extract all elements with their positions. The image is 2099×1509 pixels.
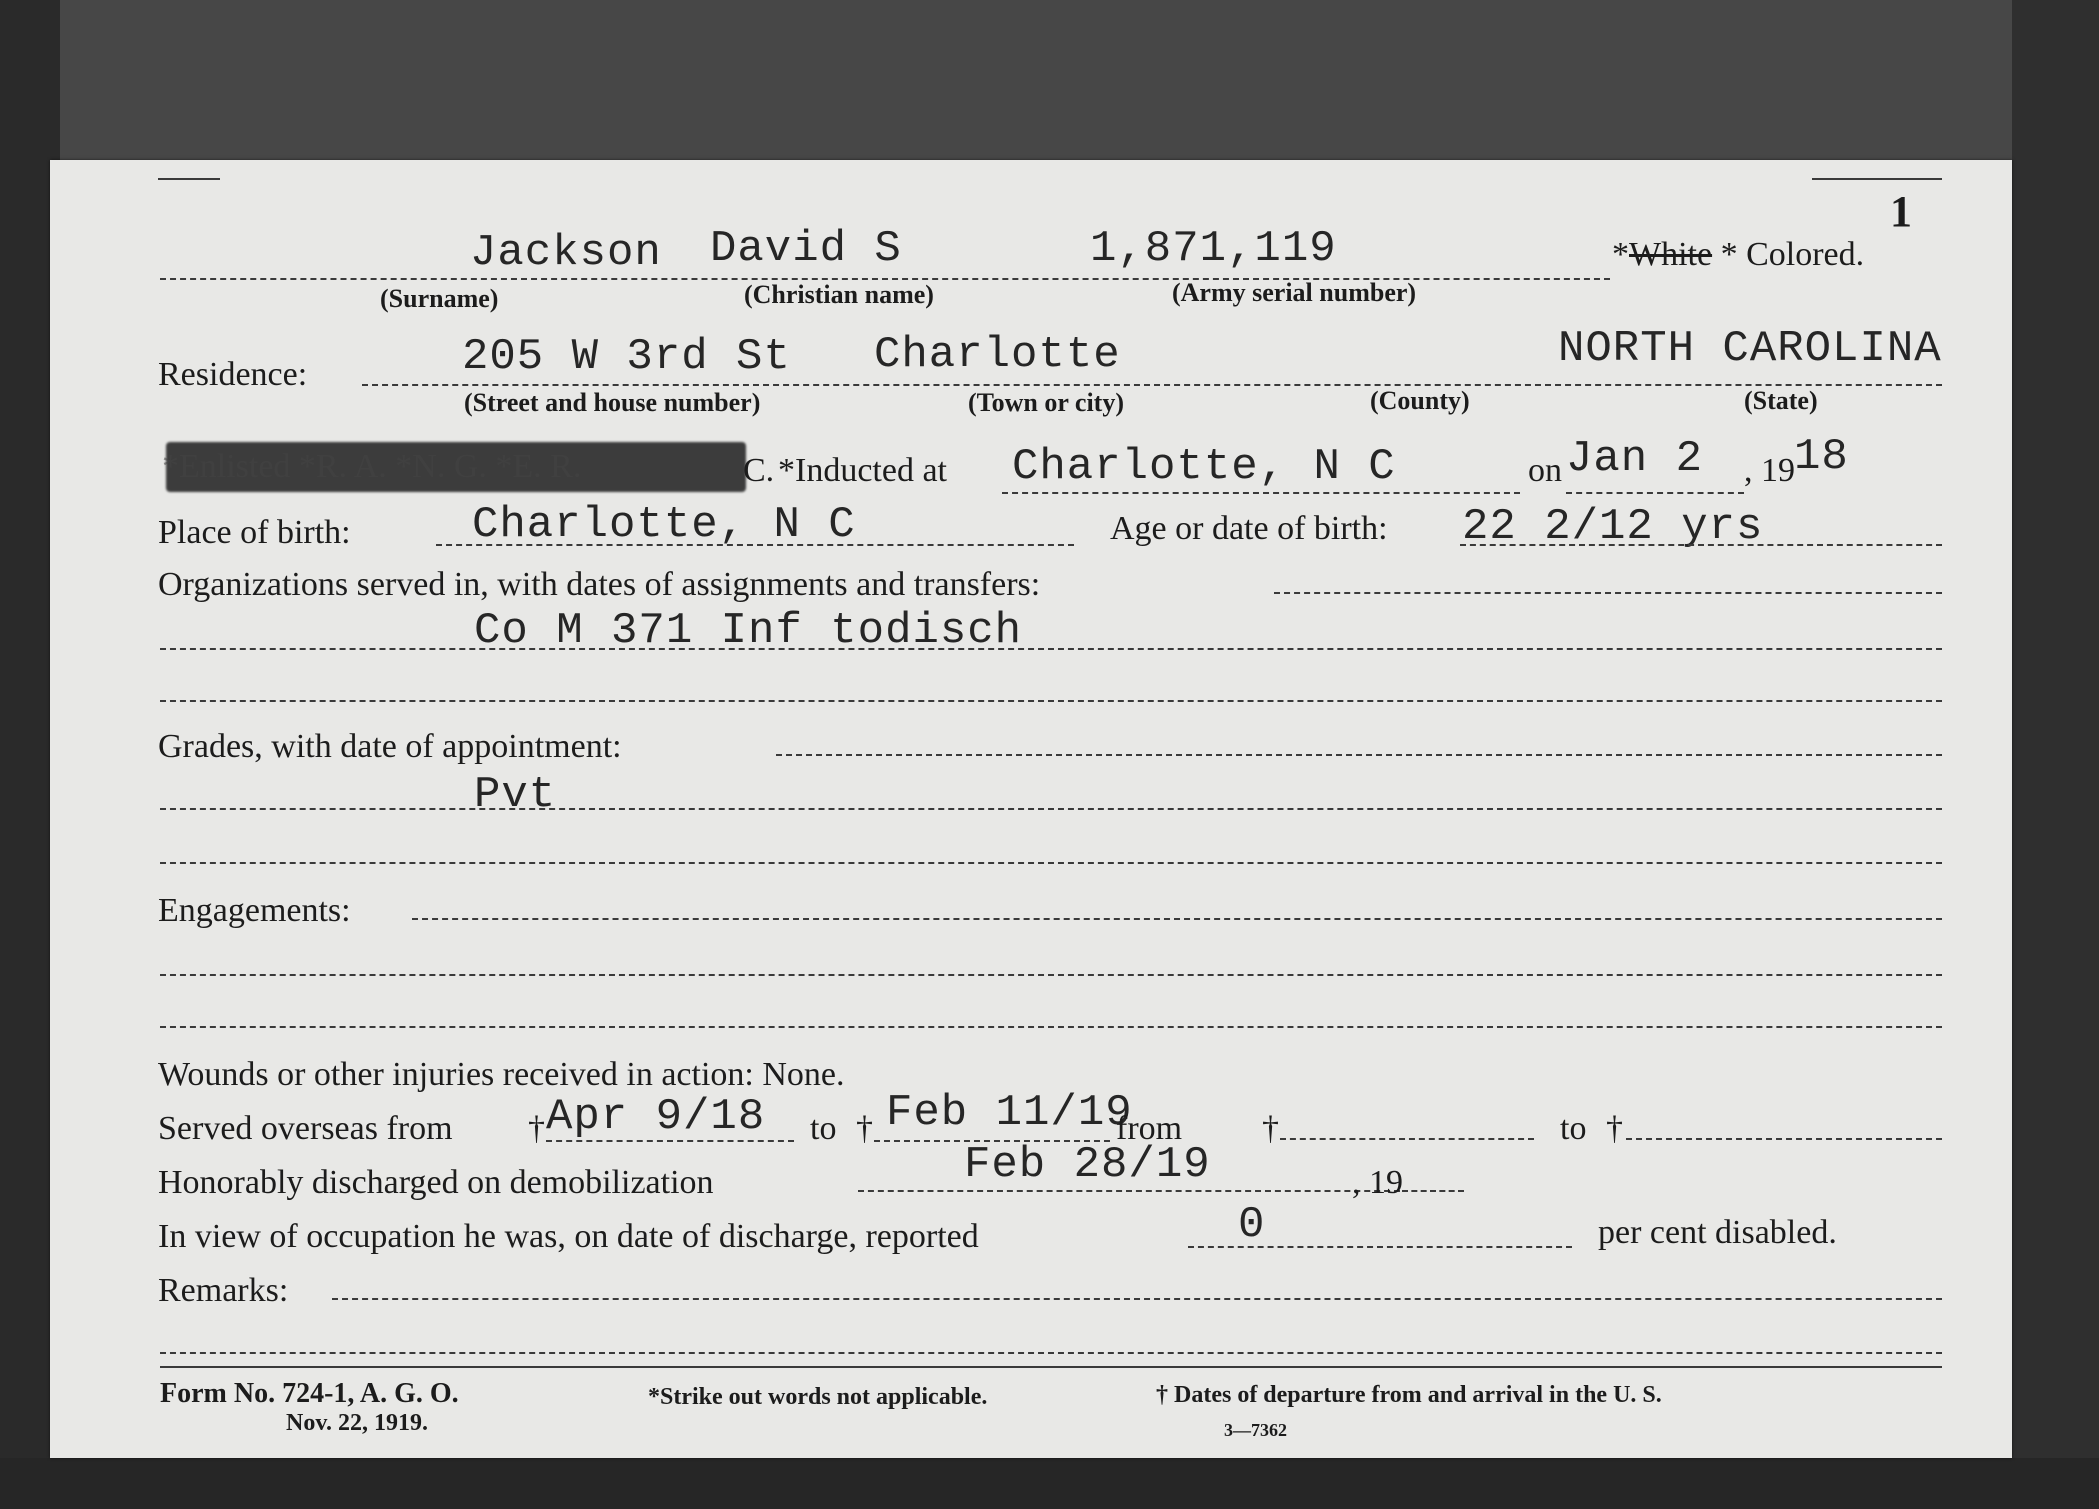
overseas-dagger-4: † (1606, 1110, 1623, 1147)
overseas-from-value: Apr 9/18 (546, 1092, 766, 1142)
card-number: 1 (1890, 187, 1912, 236)
overseas-from-label-2: from (1116, 1110, 1183, 1147)
discharge-line (858, 1190, 1400, 1192)
engagements-line-1 (412, 918, 1942, 920)
overseas-dagger-2: † (856, 1110, 873, 1147)
remarks-line-1 (332, 1298, 1942, 1300)
c-suffix: C. (743, 452, 775, 489)
organizations-value: Co M 371 Inf todisch (474, 606, 1023, 656)
overseas-dagger-1: † (528, 1110, 545, 1147)
discharge-date-value: Feb 28/19 (964, 1140, 1211, 1190)
top-left-rule (158, 178, 220, 180)
remarks-label: Remarks: (158, 1272, 289, 1309)
white-star: * (1612, 236, 1629, 273)
county-caption: (County) (1370, 386, 1470, 415)
grades-line-1 (776, 754, 1942, 756)
remarks-line-2 (160, 1352, 1942, 1354)
grades-value: Pvt (474, 770, 557, 820)
overseas-label: Served overseas from (158, 1110, 453, 1147)
grades-label: Grades, with date of appointment: (158, 728, 622, 765)
footer-rule (160, 1366, 1942, 1368)
induction-date-line (1566, 492, 1744, 494)
on-label: on (1528, 452, 1562, 489)
disability-label: In view of occupation he was, on date of discharge, reported (158, 1218, 979, 1255)
form-date: Nov. 22, 1919. (286, 1410, 429, 1436)
overseas-from-line-2 (1280, 1138, 1534, 1140)
overseas-to-label-2: to (1560, 1110, 1587, 1147)
street-value: 205 W 3rd St (462, 332, 791, 382)
engagements-line-2 (160, 974, 1942, 976)
overseas-dagger-3: † (1262, 1110, 1279, 1147)
dagger-note: † Dates of departure from and arrival in the U. S. (1156, 1382, 1662, 1408)
overseas-to-value: Feb 11/19 (886, 1088, 1133, 1138)
organizations-line-2 (160, 648, 1942, 650)
organizations-line-3 (160, 700, 1942, 702)
disability-suffix: per cent disabled. (1598, 1214, 1837, 1251)
background-bottom (0, 1458, 2099, 1509)
white-option: White (1629, 236, 1713, 273)
age-label: Age or date of birth: (1110, 510, 1388, 547)
surname-caption: (Surname) (380, 284, 499, 313)
colored-option: * Colored. (1720, 236, 1865, 273)
grades-line-3 (160, 862, 1942, 864)
christian-name-value: David S (710, 224, 902, 274)
form-number: Form No. 724-1, A. G. O. (160, 1378, 459, 1409)
overseas-to-line-2 (1626, 1138, 1942, 1140)
engagements-label: Engagements: (158, 892, 351, 929)
grades-line-2 (160, 808, 1942, 810)
place-of-birth-line (436, 544, 1074, 546)
age-value: 22 2/12 yrs (1462, 502, 1764, 552)
street-caption: (Street and house number) (464, 388, 761, 417)
print-code: 3—7362 (1224, 1420, 1287, 1440)
inducted-at-label: *Inducted at (778, 452, 947, 489)
inducted-at-value: Charlotte, N C (1012, 442, 1396, 492)
year-prefix: , 19 (1744, 452, 1795, 489)
engagements-line-3 (160, 1026, 1942, 1028)
age-line (1460, 544, 1942, 546)
top-right-rule (1812, 178, 1942, 180)
state-caption: (State) (1744, 386, 1818, 415)
discharge-label: Honorably discharged on demobilization (158, 1164, 714, 1201)
disability-line (1188, 1246, 1572, 1248)
town-caption: (Town or city) (968, 388, 1124, 417)
place-of-birth-value: Charlotte, N C (472, 500, 856, 550)
background-right (2012, 0, 2099, 1509)
organizations-line-1 (1274, 592, 1942, 594)
discharge-year-prefix: , 19 (1352, 1164, 1403, 1201)
serial-caption: (Army serial number) (1172, 278, 1417, 307)
strike-note: *Strike out words not applicable. (648, 1384, 988, 1410)
service-record-card (50, 160, 2012, 1458)
town-value: Charlotte (874, 330, 1121, 380)
wounds-label: Wounds or other injuries received in action: None. (158, 1056, 845, 1093)
state-value: NORTH CAROLINA (1558, 324, 1942, 374)
organizations-label: Organizations served in, with dates of assignments and transfers: (158, 566, 1041, 603)
background-top (0, 0, 2099, 160)
discharge-year-line (1402, 1190, 1464, 1192)
induction-date-value: Jan 2 (1566, 434, 1704, 484)
surname-value: Jackson (470, 228, 662, 278)
disability-value: 0 (1238, 1200, 1266, 1250)
induction-year-value: 18 (1794, 432, 1849, 482)
race-options (1612, 236, 1864, 274)
overseas-from-line (546, 1140, 794, 1142)
inducted-at-line (1002, 492, 1520, 494)
serial-number-value: 1,871,119 (1090, 224, 1337, 274)
place-of-birth-label: Place of birth: (158, 514, 351, 551)
overseas-to-label: to (810, 1110, 837, 1147)
residence-line (362, 384, 1942, 386)
struck-enlistment-options: *Enlisted *R. A. *N. G. *E. R. (162, 448, 582, 485)
residence-label: Residence: (158, 356, 308, 393)
christian-name-caption: (Christian name) (744, 280, 934, 309)
